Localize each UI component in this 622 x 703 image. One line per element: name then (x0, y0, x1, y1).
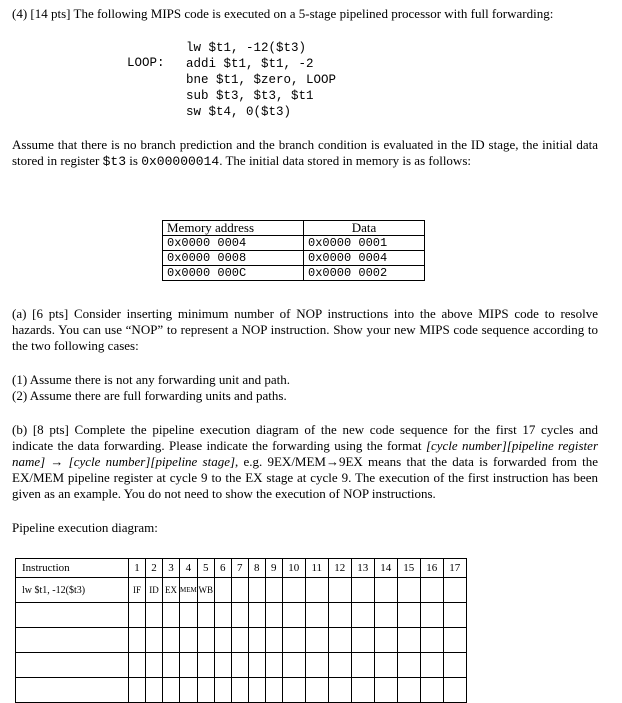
empty-cell[interactable] (443, 628, 466, 653)
empty-cell[interactable] (129, 603, 146, 628)
empty-cell[interactable] (265, 678, 282, 703)
empty-cell[interactable] (129, 628, 146, 653)
empty-cell[interactable] (146, 678, 163, 703)
empty-cell[interactable] (282, 653, 305, 678)
empty-cell[interactable] (443, 653, 466, 678)
part-a-case-2: (2) Assume there are full forwarding units and paths. (12, 388, 287, 403)
empty-cell[interactable] (397, 678, 420, 703)
instruction-cell: lw $t1, -12($t3) (16, 578, 129, 603)
part-a-case-1: (1) Assume there is not any forwarding unit and path. (12, 372, 290, 387)
empty-cell[interactable] (420, 653, 443, 678)
empty-cell[interactable] (129, 678, 146, 703)
empty-cell[interactable] (231, 653, 248, 678)
empty-cell[interactable] (231, 578, 248, 603)
empty-cell[interactable] (305, 653, 328, 678)
part-a-text: (a) [6 pts] Consider inserting minimum number of NOP instructions into the above MIPS code to resolve hazards. You can use “NOP” to represent a NOP instruction. Show your new MIPS code sequence according to the two following cases: (12, 306, 598, 353)
cycle-header: 7 (231, 559, 248, 578)
empty-cell[interactable] (214, 653, 231, 678)
cycle-header: 2 (146, 559, 163, 578)
empty-cell[interactable] (374, 603, 397, 628)
memory-table (162, 220, 425, 281)
empty-cell[interactable] (351, 628, 374, 653)
empty-cell[interactable] (146, 603, 163, 628)
instruction-cell[interactable] (16, 653, 129, 678)
cycle-header: 14 (374, 559, 397, 578)
empty-cell[interactable] (180, 628, 198, 653)
empty-cell[interactable] (397, 628, 420, 653)
empty-cell[interactable] (214, 603, 231, 628)
empty-cell[interactable] (328, 678, 351, 703)
empty-cell[interactable] (231, 603, 248, 628)
empty-cell[interactable] (305, 678, 328, 703)
instruction-cell[interactable] (16, 678, 129, 703)
memory-address-header: Memory address (163, 221, 304, 236)
empty-cell[interactable] (351, 603, 374, 628)
empty-cell[interactable] (265, 578, 282, 603)
cycle-header: 17 (443, 559, 466, 578)
cycle-header: 11 (305, 559, 328, 578)
empty-cell[interactable] (351, 653, 374, 678)
empty-cell[interactable] (214, 628, 231, 653)
empty-cell[interactable] (328, 578, 351, 603)
empty-cell[interactable] (374, 628, 397, 653)
empty-cell[interactable] (374, 653, 397, 678)
instruction-cell[interactable] (16, 603, 129, 628)
empty-cell[interactable] (305, 628, 328, 653)
empty-cell[interactable] (214, 578, 231, 603)
memory-address-cell: 0x0000 000C (163, 266, 304, 281)
code-line: sw $t4, 0($t3) (186, 105, 292, 119)
empty-cell[interactable] (265, 653, 282, 678)
code-line: sub $t3, $t3, $t1 (186, 89, 314, 103)
empty-cell[interactable] (163, 603, 180, 628)
cycle-header: 5 (197, 559, 214, 578)
stage-cell: ID (146, 578, 163, 603)
memory-address-cell: 0x0000 0004 (163, 236, 304, 251)
empty-cell[interactable] (265, 628, 282, 653)
empty-cell[interactable] (420, 603, 443, 628)
mips-code-block (186, 40, 336, 120)
loop-label: LOOP: (127, 56, 165, 70)
cycle-header: 4 (180, 559, 198, 578)
empty-cell[interactable] (197, 678, 214, 703)
cycle-header: 3 (163, 559, 180, 578)
empty-cell[interactable] (180, 678, 198, 703)
empty-cell[interactable] (397, 603, 420, 628)
empty-cell[interactable] (282, 578, 305, 603)
empty-cell[interactable] (397, 578, 420, 603)
cycle-header: 13 (351, 559, 374, 578)
empty-cell[interactable] (328, 628, 351, 653)
instruction-column-header: Instruction (16, 559, 129, 578)
empty-cell[interactable] (231, 678, 248, 703)
empty-cell[interactable] (197, 628, 214, 653)
empty-cell[interactable] (248, 603, 265, 628)
empty-cell[interactable] (328, 603, 351, 628)
code-line: bne $t1, $zero, LOOP (186, 73, 337, 87)
cycle-header: 16 (420, 559, 443, 578)
empty-cell[interactable] (265, 603, 282, 628)
empty-cell[interactable] (328, 653, 351, 678)
assumption-paragraph: Assume that there is no branch prediction and the branch condition is evaluated in the ID stage, the initial data stored in register $t3 is 0x00000014. The initial data stored in memory is as follows: (12, 137, 598, 169)
cycle-header: 9 (265, 559, 282, 578)
empty-cell[interactable] (351, 678, 374, 703)
empty-cell[interactable] (146, 628, 163, 653)
empty-cell[interactable] (248, 628, 265, 653)
stage-cell: MEM (180, 578, 198, 603)
empty-cell[interactable] (351, 578, 374, 603)
cycle-header: 10 (282, 559, 305, 578)
stage-cell: EX (163, 578, 180, 603)
memory-data-cell: 0x0000 0001 (304, 236, 425, 251)
empty-cell[interactable] (248, 678, 265, 703)
empty-cell[interactable] (420, 678, 443, 703)
empty-cell[interactable] (248, 653, 265, 678)
empty-cell[interactable] (443, 578, 466, 603)
empty-cell[interactable] (282, 628, 305, 653)
empty-cell[interactable] (197, 603, 214, 628)
data-header: Data (304, 221, 425, 236)
cycle-header: 12 (328, 559, 351, 578)
stage-cell: IF (129, 578, 146, 603)
empty-cell[interactable] (305, 578, 328, 603)
empty-cell[interactable] (163, 653, 180, 678)
empty-cell[interactable] (163, 628, 180, 653)
empty-cell[interactable] (420, 628, 443, 653)
cycle-header: 6 (214, 559, 231, 578)
stage-cell: WB (197, 578, 214, 603)
empty-cell[interactable] (129, 653, 146, 678)
cycle-header: 1 (129, 559, 146, 578)
empty-cell[interactable] (305, 603, 328, 628)
pipeline-diagram-label: Pipeline execution diagram: (12, 520, 158, 535)
empty-cell[interactable] (443, 603, 466, 628)
empty-cell[interactable] (146, 653, 163, 678)
instruction-cell[interactable] (16, 628, 129, 653)
memory-data-cell: 0x0000 0004 (304, 251, 425, 266)
memory-data-cell: 0x0000 0002 (304, 266, 425, 281)
empty-cell[interactable] (420, 578, 443, 603)
cycle-header: 15 (397, 559, 420, 578)
question-intro: (4) [14 pts] The following MIPS code is executed on a 5-stage pipelined processor with full forwarding: (12, 6, 554, 21)
empty-cell[interactable] (282, 678, 305, 703)
empty-cell[interactable] (231, 628, 248, 653)
empty-cell[interactable] (397, 653, 420, 678)
empty-cell[interactable] (180, 653, 198, 678)
cycle-header: 8 (248, 559, 265, 578)
empty-cell[interactable] (163, 678, 180, 703)
empty-cell[interactable] (180, 603, 198, 628)
pipeline-table (15, 558, 467, 703)
empty-cell[interactable] (197, 653, 214, 678)
code-line: lw $t1, -12($t3) (186, 41, 307, 55)
code-line: addi $t1, $t1, -2 (186, 57, 314, 71)
empty-cell[interactable] (443, 678, 466, 703)
empty-cell[interactable] (214, 678, 231, 703)
memory-address-cell: 0x0000 0008 (163, 251, 304, 266)
empty-cell[interactable] (248, 578, 265, 603)
empty-cell[interactable] (374, 578, 397, 603)
empty-cell[interactable] (374, 678, 397, 703)
empty-cell[interactable] (282, 603, 305, 628)
part-b-text: (b) [8 pts] Complete the pipeline execution diagram of the new code sequence for the first 17 cycles and indicate the data forwarding. Please indicate the forwarding using the format [cycle number][pipeline register name] → [cycle number][pipeline stage], e.g. 9EX/MEM→9EX means that the data is forwarded from the EX/MEM pipeline register at cycle 9 to the EX stage at cycle 9. The execution of the first instruction has been given as an example. You do not need to show the execution of NOP instructions. (12, 422, 599, 501)
